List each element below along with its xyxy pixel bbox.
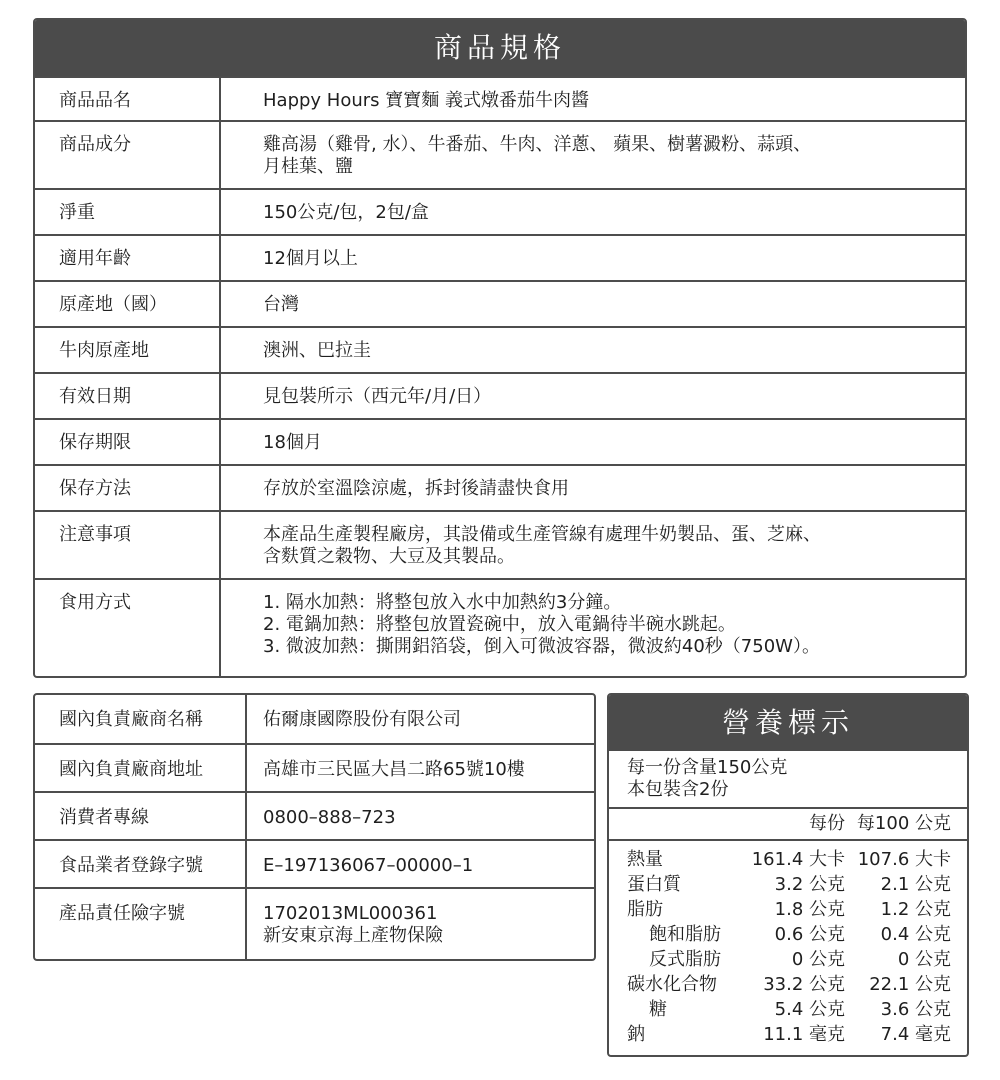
spec-value	[221, 466, 965, 510]
spec-label: 食用方式	[35, 580, 221, 676]
nutrient-per-serving: 3.2 公克	[774, 874, 845, 895]
nutrient-row	[609, 922, 967, 947]
spec-label: 牛肉原產地	[35, 328, 221, 372]
nutrient-row	[609, 872, 967, 897]
spec-value-line: 澳洲、巴拉圭	[263, 340, 371, 361]
company-label: 產品責任險字號	[35, 889, 247, 959]
spec-value-line: 12個月以上	[263, 248, 358, 269]
spec-value-line: 台灣	[263, 294, 299, 315]
spec-title: 商品規格	[35, 20, 965, 76]
nutrient-row	[609, 847, 967, 872]
company-value-line: 高雄市三民區大昌二路65號10樓	[263, 759, 525, 780]
spec-row	[35, 234, 965, 280]
spec-label: 有效日期	[35, 374, 221, 418]
spec-label: 保存期限	[35, 420, 221, 464]
nutrient-per-serving: 33.2 公克	[763, 974, 845, 995]
spec-row	[35, 372, 965, 418]
spec-value-line: 見包裝所示（西元年/月/日）	[263, 386, 492, 407]
nutrient-name: 糖	[649, 999, 667, 1020]
nutrient-row	[609, 897, 967, 922]
spec-row	[35, 578, 965, 676]
spec-label: 適用年齡	[35, 236, 221, 280]
spec-value	[221, 512, 965, 578]
nutrient-per-serving: 161.4 大卡	[751, 849, 845, 870]
nutrient-name: 脂肪	[627, 899, 663, 920]
nutrient-per-serving: 5.4 公克	[774, 999, 845, 1020]
spec-value	[221, 374, 965, 418]
spec-label: 注意事項	[35, 512, 221, 578]
spec-row	[35, 510, 965, 578]
spec-value-line: 存放於室溫陰涼處，拆封後請盡快食用	[263, 478, 569, 499]
spec-value	[221, 282, 965, 326]
spec-value	[221, 236, 965, 280]
spec-row	[35, 326, 965, 372]
company-info-table	[33, 693, 596, 961]
nutrient-row	[609, 947, 967, 972]
nutrient-per-serving: 11.1 毫克	[763, 1024, 845, 1045]
nutrition-label	[607, 693, 969, 1057]
spec-value	[221, 580, 965, 676]
nutrient-per-100g: 107.6 大卡	[857, 849, 951, 870]
spec-value	[221, 122, 965, 188]
nutrient-row	[609, 997, 967, 1022]
spec-value-line: 1. 隔水加熱：將整包放入水中加熱約3分鐘。	[263, 592, 622, 613]
nutrient-per-100g: 2.1 公克	[880, 874, 951, 895]
spec-value-line: 月桂葉、鹽	[263, 156, 353, 177]
spec-label: 商品成分	[35, 122, 221, 188]
nutrient-name: 鈉	[627, 1024, 645, 1045]
column-per-serving: 每份	[809, 813, 845, 834]
spec-value	[221, 190, 965, 234]
spec-value-line: 18個月	[263, 432, 322, 453]
nutrient-name: 蛋白質	[627, 874, 681, 895]
company-value	[247, 841, 594, 887]
spec-label: 商品品名	[35, 78, 221, 120]
spec-row	[35, 418, 965, 464]
spec-value-line: Happy Hours 寶寶麵 義式燉番茄牛肉醬	[263, 90, 589, 111]
spec-value	[221, 420, 965, 464]
nutrient-name: 反式脂肪	[649, 949, 721, 970]
spec-value	[221, 78, 965, 120]
company-value-line: E–197136067–00000–1	[263, 855, 474, 876]
spec-value-line: 雞高湯（雞骨, 水）、牛番茄、牛肉、洋蔥、 蘋果、樹薯澱粉、蒜頭、	[263, 134, 812, 155]
nutrition-title: 營養標示	[609, 695, 967, 751]
serving-info	[609, 751, 967, 809]
company-rows	[35, 695, 594, 959]
spec-row	[35, 464, 965, 510]
nutrient-per-serving: 0.6 公克	[774, 924, 845, 945]
nutrition-rows	[609, 841, 967, 1047]
company-value-line: 佑爾康國際股份有限公司	[263, 709, 461, 730]
spec-value-line: 150公克/包，2包/盒	[263, 202, 429, 223]
company-row	[35, 887, 594, 959]
company-label: 消費者專線	[35, 793, 247, 839]
column-per-100g: 每100 公克	[856, 813, 951, 834]
spec-label: 原產地（國）	[35, 282, 221, 326]
nutrient-per-100g: 0 公克	[897, 949, 951, 970]
spec-row	[35, 120, 965, 188]
company-value	[247, 793, 594, 839]
company-label: 國內負責廠商名稱	[35, 695, 247, 743]
spec-label: 保存方法	[35, 466, 221, 510]
nutrient-row	[609, 972, 967, 997]
nutrient-name: 熱量	[627, 849, 663, 870]
company-label: 國內負責廠商地址	[35, 745, 247, 791]
nutrient-name: 飽和脂肪	[649, 924, 721, 945]
company-value	[247, 889, 594, 959]
spec-value-line: 2. 電鍋加熱：將整包放置瓷碗中，放入電鍋待半碗水跳起。	[263, 614, 736, 635]
nutrient-per-serving: 0 公克	[791, 949, 845, 970]
spec-row	[35, 76, 965, 120]
product-spec-table	[33, 18, 967, 678]
company-value-line: 0800–888–723	[263, 807, 396, 828]
servings-per-package: 本包裝含2份	[627, 779, 729, 800]
nutrition-column-headers	[609, 809, 967, 841]
nutrient-per-100g: 7.4 毫克	[880, 1024, 951, 1045]
company-value-line: 1702013ML000361	[263, 903, 438, 924]
company-row	[35, 839, 594, 887]
spec-value-line: 含麩質之穀物、大豆及其製品。	[263, 546, 515, 567]
spec-row	[35, 280, 965, 326]
nutrient-row	[609, 1022, 967, 1047]
company-label: 食品業者登錄字號	[35, 841, 247, 887]
company-value-line: 新安東京海上產物保險	[263, 925, 443, 946]
nutrient-per-serving: 1.8 公克	[774, 899, 845, 920]
nutrient-per-100g: 22.1 公克	[869, 974, 951, 995]
serving-size: 每一份含量150公克	[627, 757, 788, 778]
nutrient-per-100g: 0.4 公克	[880, 924, 951, 945]
company-value	[247, 745, 594, 791]
spec-row	[35, 188, 965, 234]
company-row	[35, 743, 594, 791]
nutrient-per-100g: 1.2 公克	[880, 899, 951, 920]
spec-label: 淨重	[35, 190, 221, 234]
spec-value-line: 本產品生產製程廠房，其設備或生產管線有處理牛奶製品、蛋、芝麻、	[263, 524, 821, 545]
spec-value-line: 3. 微波加熱：撕開鋁箔袋，倒入可微波容器，微波約40秒（750W）。	[263, 636, 820, 657]
company-row	[35, 791, 594, 839]
company-value	[247, 695, 594, 743]
nutrient-name: 碳水化合物	[627, 974, 717, 995]
nutrient-per-100g: 3.6 公克	[880, 999, 951, 1020]
spec-value	[221, 328, 965, 372]
spec-rows	[35, 76, 965, 676]
company-row	[35, 695, 594, 743]
